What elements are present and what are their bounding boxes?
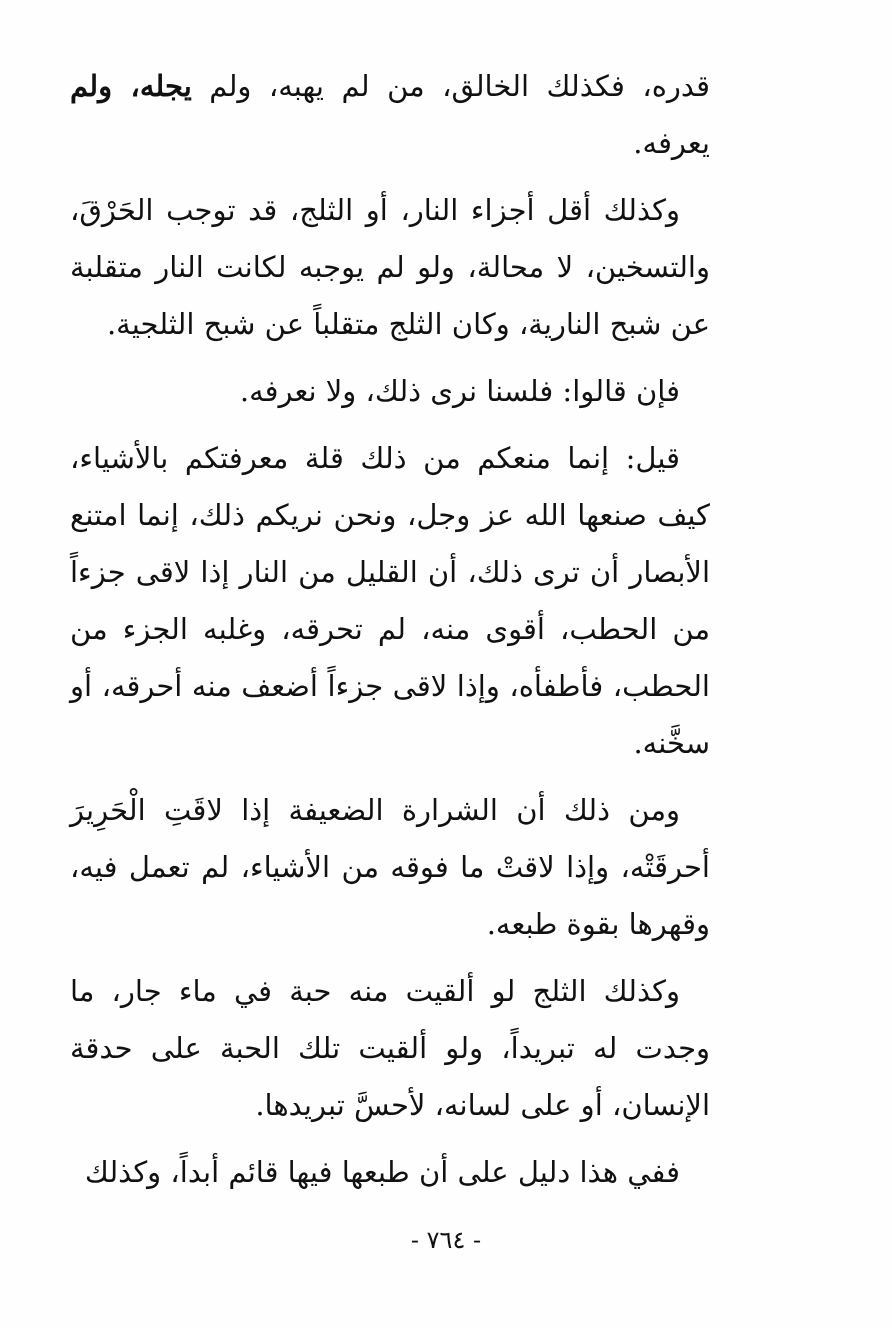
paragraph [70,363,710,420]
paragraph-text: قيل: إنما منعكم من ذلك قلة معرفتكم بالأشياء، كيف صنعها الله عز وجل، ونحن نريكم ذلك، إنما امتنع الأبصار أن ترى ذلك، أن القليل من النار إذا لاقى جزءاً من الحطب، أقوى منه، لم تحرقه، وغلبه الجزء من الحطب، فأطفأه، وإذا لاقى جزءاً أضعف منه أحرقه، أو سخَّنه. [70,441,710,760]
paragraph [70,782,710,953]
paragraph-bold-text: يجله، ولم [70,69,192,103]
paragraph [70,182,710,353]
paragraph-text: قدره، فكذلك الخالق، من لم يهبه، ولم [191,69,710,103]
body-text [70,58,710,1211]
paragraph [70,58,710,172]
page-number: - ٧٦٤ - [410,1226,482,1254]
paragraph-text: ففي هذا دليل على أن طبعها فيها قائم أبداً، وكذلك [84,1155,680,1189]
paragraph [70,963,710,1134]
paragraph [70,1144,710,1201]
paragraph-text: وكذلك أقل أجزاء النار، أو الثلج، قد توجب الحَرْقَ، والتسخين، لا محالة، ولو لم يوجبه لكانت النار متقلبة عن شبح النارية، وكان الثلج متقلباً عن شبح الثلجية. [70,193,710,341]
paragraph [70,430,710,772]
paragraph-text: وكذلك الثلج لو ألقيت منه حبة في ماء جار، ما وجدت له تبريداً، ولو ألقيت تلك الحبة على حدقة الإنسان، أو على لسانه، لأحسَّ تبريدها. [70,974,710,1122]
paragraph-text: فإن قالوا: فلسنا نرى ذلك، ولا نعرفه. [239,374,680,408]
paragraph-text: ومن ذلك أن الشرارة الضعيفة إذا لاقَتِ الْحَرِيرَ أحرقَتْه، وإذا لاقتْ ما فوقه من الأشياء، لم تعمل فيه، وقهرها بقوة طبعه. [70,793,710,941]
paragraph-text: يعرفه. [633,126,710,160]
